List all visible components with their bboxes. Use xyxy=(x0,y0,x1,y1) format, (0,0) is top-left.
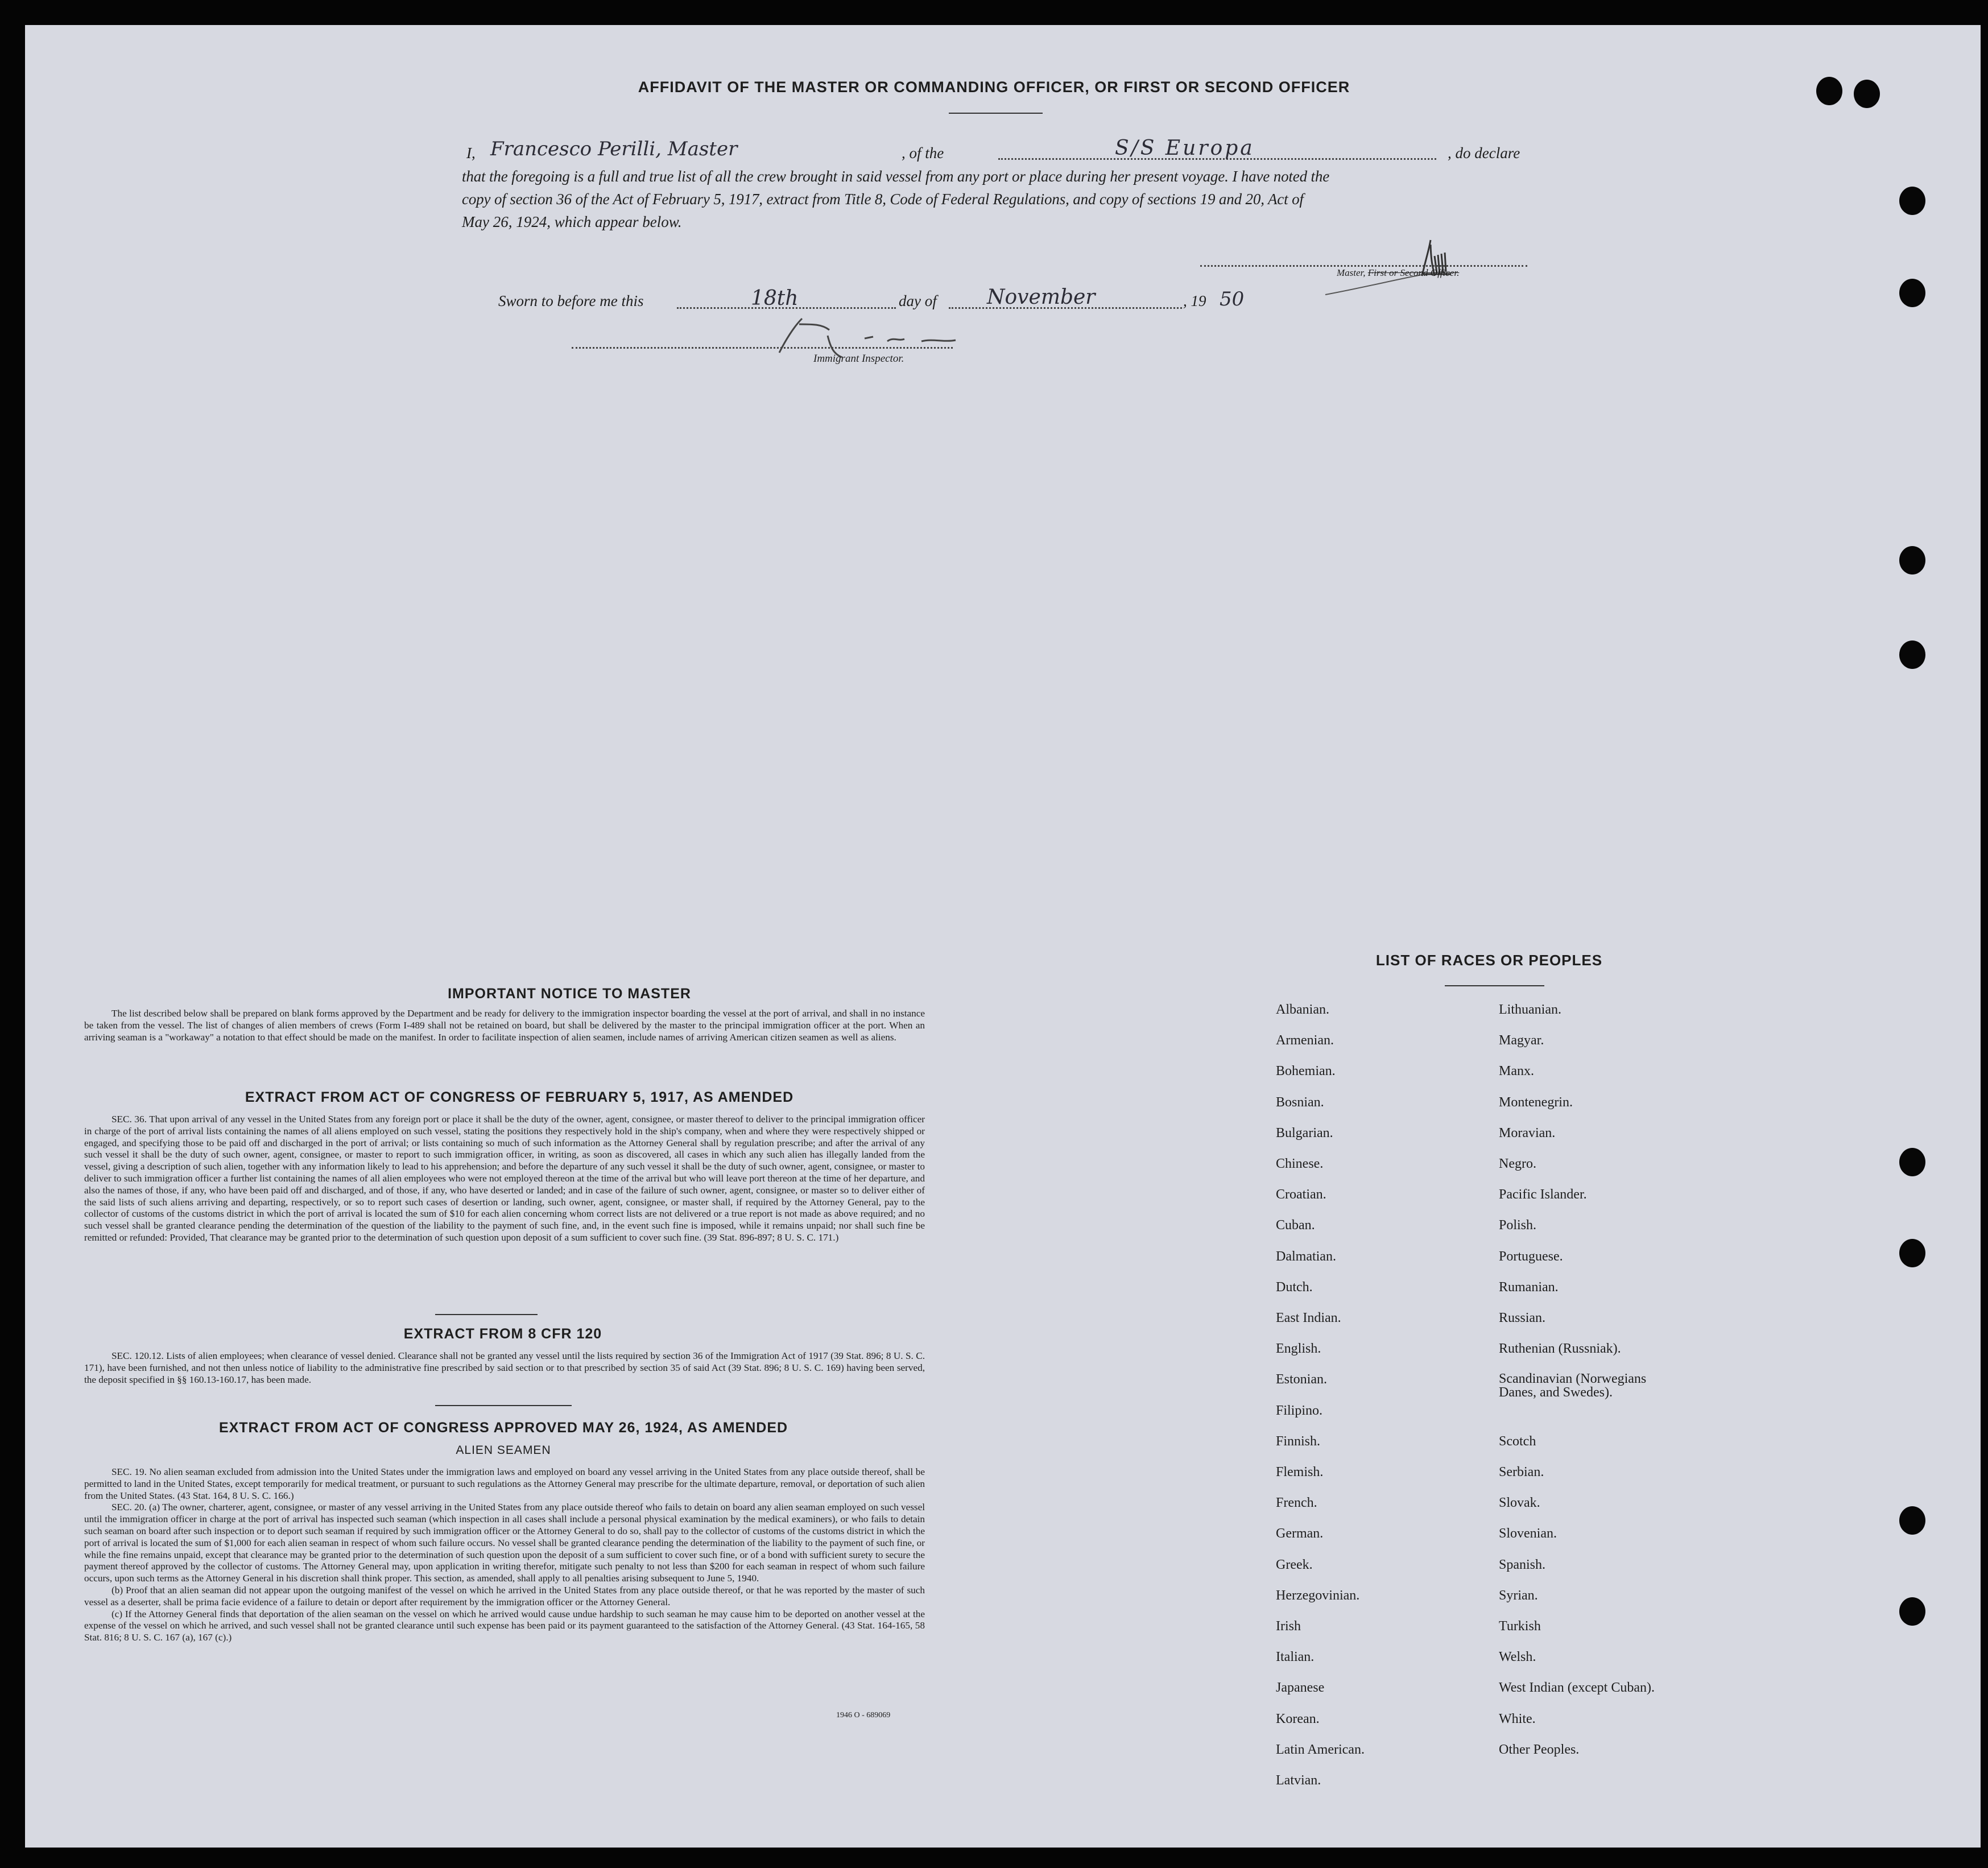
day-of-label: day of xyxy=(899,292,937,309)
section-divider xyxy=(435,1314,538,1315)
month-field: November xyxy=(987,286,1096,309)
race-item: Flemish. xyxy=(1276,1465,1324,1479)
race-item: Irish xyxy=(1276,1619,1301,1634)
declaration-line-3: copy of section 36 of the Act of February 5, 1917, extract from Title 8, Code of Federal Regulations, and copy of sections 19 and 20, Act of xyxy=(462,191,1304,208)
race-item: Scotch xyxy=(1499,1433,1536,1449)
extract-cfr-body xyxy=(84,1350,925,1386)
notice-body xyxy=(84,1008,925,1043)
race-item: Bohemian. xyxy=(1276,1064,1336,1079)
race-item: Finnish. xyxy=(1276,1433,1321,1449)
declaration-i: I, xyxy=(466,144,476,162)
race-item: Pacific Islander. xyxy=(1499,1187,1587,1202)
extract-1924-body xyxy=(84,1466,925,1644)
punch-hole-icon xyxy=(1899,1597,1925,1626)
race-item: Syrian. xyxy=(1499,1588,1538,1603)
race-item: English. xyxy=(1276,1341,1321,1357)
race-item: Albanian. xyxy=(1276,1002,1329,1017)
declaration-line-2: that the foregoing is a full and true list of all the crew brought in said vessel from any port or place during her present voyage. I have noted the xyxy=(462,168,1330,185)
race-item: German. xyxy=(1276,1526,1324,1541)
section-20b-text: (b) Proof that an alien seaman did not appear upon the outgoing manifest of the vessel on which he arrived in the United States from any place outside thereof, or that he was reported by the master of such vessel as a deserter, shall be prima facie evidence of a failure to detain or deport after requirement by the immigration officer or the Attorney General. xyxy=(84,1584,925,1607)
declaration-line-1 xyxy=(0,137,1988,164)
race-item: Ruthenian (Russniak). xyxy=(1499,1341,1621,1357)
punch-hole-icon xyxy=(1899,1148,1925,1176)
sworn-label: Sworn to before me this xyxy=(498,292,644,309)
race-item: White. xyxy=(1499,1711,1536,1726)
master-name-field: Francesco Perilli, Master xyxy=(490,138,738,160)
master-caption xyxy=(1337,267,1459,279)
race-item: Herzegovinian. xyxy=(1276,1588,1360,1603)
extract-1917-body xyxy=(84,1114,925,1244)
race-item: Slovenian. xyxy=(1499,1526,1557,1541)
do-declare-label: , do declare xyxy=(1448,144,1520,162)
race-item: Italian. xyxy=(1276,1650,1315,1665)
notice-paragraph: The list described below shall be prepared on blank forms approved by the Department and be ready for delivery to the immigration inspector boarding the vessel at the port of arrival, and shall in no instance be taken from the vessel. The list of changes of alien members of crews (Form I-489 shall not be retained on board, but shall be delivered by the master to the principal immigration officer at the port. When an arriving seaman is a "workaway" a notation to that effect should be made on the manifest. In order to facilitate inspection of alien seamen, include names of arriving American citizen seamen as well as aliens. xyxy=(84,1008,925,1043)
year-field: 50 xyxy=(1220,288,1245,311)
race-item: Turkish xyxy=(1499,1619,1541,1634)
vessel-name-field: S/S Europa xyxy=(1115,137,1255,160)
punch-hole-icon xyxy=(1899,187,1925,215)
print-code: 1946 O - 689069 xyxy=(836,1711,891,1720)
race-item: Lithuanian. xyxy=(1499,1002,1561,1017)
race-item: Magyar. xyxy=(1499,1033,1544,1048)
section-20a-text: SEC. 20. (a) The owner, charterer, agent, consignee, or master of any vessel arriving in the United States from any place outside thereof who fails to detain on board any alien seaman employed on such vessel until the immigration officer in charge at the port of arrival has inspected such seaman (which inspection in all cases shall include a personal physical examination by the medical examiners), or who fails to detain such seaman on board after such inspection or to deport such seaman if required by such immigration officer or the Attorney General to do so, shall pay to the collector of customs of the customs district in which the port of arrival is located the sum of $1,000 for each alien seaman in respect of whom such failure occurs. No vessel shall be granted clearance pending the determination of the liability to the payment of such fine, or while the fine remains unpaid, except that clearance may be granted prior to the determination of such question upon the deposit of a sum sufficient to cover such fine, or of a bond with sufficient surety to secure the payment thereof approved by the collector of customs. The Attorney General may, upon application in writing therefor, mitigate such penalty to not less than $200 for each seaman in respect of whom such failure occurs, upon such terms as the Attorney General in his discretion shall think proper. This section, as amended, shall apply to all penalties arising subsequent to June 5, 1940. xyxy=(84,1502,925,1584)
races-title-underline xyxy=(1445,985,1544,986)
race-item: Russian. xyxy=(1499,1311,1546,1325)
alien-seamen-subtitle: ALIEN SEAMEN xyxy=(456,1444,551,1457)
race-item: Latvian. xyxy=(1276,1773,1321,1788)
master-caption-b: First or Second Officer. xyxy=(1367,267,1460,278)
race-item: Greek. xyxy=(1276,1557,1313,1572)
race-item: Croatian. xyxy=(1276,1187,1326,1202)
of-the-label: , of the xyxy=(902,144,944,162)
race-item: Chinese. xyxy=(1276,1156,1324,1171)
title-underline xyxy=(949,113,1043,114)
affidavit-title: AFFIDAVIT OF THE MASTER OR COMMANDING OFFICER, OR FIRST OR SECOND OFFICER xyxy=(638,78,1350,96)
notice-title: IMPORTANT NOTICE TO MASTER xyxy=(448,986,691,1002)
race-item: Other Peoples. xyxy=(1499,1742,1580,1757)
race-item: East Indian. xyxy=(1276,1311,1341,1325)
race-item: West Indian (except Cuban). xyxy=(1499,1680,1655,1696)
section-36-text: SEC. 36. That upon arrival of any vessel in the United States from any foreign port or place it shall be the duty of the owner, agent, consignee, or master thereof to deliver to the principal immigration officer in charge of the port of arrival lists containing the names of all aliens employed on such vessel, stating the positions they respectively hold in the ship's company, when and where they were respectively shipped or engaged, and specifying those to be paid off and discharged in the port of arrival; or lists containing so much of such information as the Attorney General shall by regulation prescribe; and after the arrival of any such vessel it shall be the duty of such owner, agent, consignee, or master to report to such immigration officer, in writing, as soon as discovered, all cases in which any such alien has illegally landed from the vessel, giving a description of such alien, together with any information likely to lead to his apprehension; and before the departure of any such vessel it shall be the duty of such owner, agent, consignee, or master to deliver to such immigration officer a further list containing the names of all alien employees who were not employed thereon at the time of the arrival but who will leave port thereon at the time of her departure, and also the names of those, if any, who have been paid off and discharged, and of those, if any, who have deserted or landed; and in case of the failure of such owner, agent, consignee, or master so to deliver either of the said lists of such aliens arriving and departing, respectively, or so to report such cases of desertion or landing, such owner, agent, consignee, or master shall, if required by the Attorney General, pay to the collector of customs of the customs district in which the port of arrival is located the sum of $10 for each alien concerning whom correct lists are not delivered or a true report is not made as above required; and no such vessel shall be granted clearance pending the determination of the question of the liability to the payment of such fine, and, in the event such fine is imposed, while it remains unpaid; nor shall such fine be remitted or refunded: Provided, That clearance may be granted prior to the determination of such question upon deposit of a sum sufficient to cover such fine. (39 Stat. 896-897; 8 U. S. C. 171.) xyxy=(84,1114,925,1243)
inspector-caption: Immigrant Inspector. xyxy=(813,353,904,365)
section-19-text: SEC. 19. No alien seaman excluded from admission into the United States under the immigration laws and employed on board any vessel arriving in the United States from any place outside thereof, shall be permitted to land in the United States, except temporarily for medical treatment, or pursuant to such regulations as the Attorney General may prescribe for the ultimate departure, removal, or deportation of such alien from the United States. (43 Stat. 164, 8 U. S. C. 166.) xyxy=(84,1466,925,1501)
section-divider xyxy=(435,1405,572,1406)
race-item: Cuban. xyxy=(1276,1218,1315,1233)
master-signature-line xyxy=(1200,265,1527,267)
race-item: Montenegrin. xyxy=(1499,1094,1573,1110)
day-field: 18th xyxy=(751,287,799,310)
race-item: Spanish. xyxy=(1499,1557,1546,1572)
section-20c-text: (c) If the Attorney General finds that deportation of the alien seaman on the vessel on which he arrived would cause undue hardship to such seaman he may cause him to be deported on another vessel at the expense of the vessel on which he arrived, and such vessel shall not be granted clearance until such expense has been paid or its payment guaranteed to the satisfaction of the Attorney General. (43 Stat. 164-165, 58 Stat. 816; 8 U. S. C. 167 (a), 167 (c).) xyxy=(84,1608,925,1643)
race-item: Estonian. xyxy=(1276,1372,1327,1387)
race-item: Bosnian. xyxy=(1276,1094,1324,1110)
race-item: Armenian. xyxy=(1276,1033,1334,1048)
races-title: LIST OF RACES OR PEOPLES xyxy=(1375,952,1603,969)
race-item: Negro. xyxy=(1499,1156,1536,1171)
master-signature xyxy=(1280,233,1541,296)
section-120-text: SEC. 120.12. Lists of alien employees; when clearance of vessel denied. Clearance shall not be granted any vessel until the lists required by section 36 of the Immigration Act of 1917 (39 Stat. 896; 8 U. S. C. 171), have been furnished, and not then unless notice of liability to the administrative fine prescribed by said section or to that prescribed by section 35 of said Act (39 Stat. 896; 8 U. S. C. 169) having been served, the deposit specified in §§ 160.13-160.17, has been made. xyxy=(84,1350,925,1385)
year-prefix: , 19 xyxy=(1183,292,1206,309)
race-item: Polish. xyxy=(1499,1218,1537,1233)
race-item: Scandinavian (Norwegians Danes, and Swedes). xyxy=(1499,1371,1647,1400)
race-item: Latin American. xyxy=(1276,1742,1365,1757)
punch-hole-icon xyxy=(1899,1506,1925,1535)
extract-1917-title: EXTRACT FROM ACT OF CONGRESS OF FEBRUARY 5, 1917, AS AMENDED xyxy=(245,1089,794,1105)
race-item: Dutch. xyxy=(1276,1279,1313,1295)
race-item: Moravian. xyxy=(1499,1125,1556,1140)
race-item: Serbian. xyxy=(1499,1465,1544,1479)
punch-hole-icon xyxy=(1899,546,1925,575)
extract-1924-title: EXTRACT FROM ACT OF CONGRESS APPROVED MAY 26, 1924, AS AMENDED xyxy=(218,1420,788,1436)
race-item: Slovak. xyxy=(1499,1495,1540,1511)
race-item: Bulgarian. xyxy=(1276,1125,1333,1140)
race-item: Dalmatian. xyxy=(1276,1249,1336,1264)
extract-cfr-title: EXTRACT FROM 8 CFR 120 xyxy=(403,1326,602,1342)
race-item: Portuguese. xyxy=(1499,1249,1563,1264)
declaration-line-4: May 26, 1924, which appear below. xyxy=(462,213,682,230)
punch-hole-icon xyxy=(1899,640,1925,669)
race-item: Korean. xyxy=(1276,1711,1320,1726)
race-item: French. xyxy=(1276,1495,1317,1511)
race-item: Rumanian. xyxy=(1499,1279,1559,1295)
race-item: Japanese xyxy=(1276,1680,1325,1696)
punch-hole-icon xyxy=(1899,1239,1925,1267)
race-item: Welsh. xyxy=(1499,1650,1536,1665)
master-caption-a: Master, xyxy=(1337,267,1368,278)
race-item: Manx. xyxy=(1499,1064,1534,1079)
inspector-signature xyxy=(762,307,1058,364)
inspector-signature-line xyxy=(572,347,953,349)
race-item: Filipino. xyxy=(1276,1403,1323,1418)
